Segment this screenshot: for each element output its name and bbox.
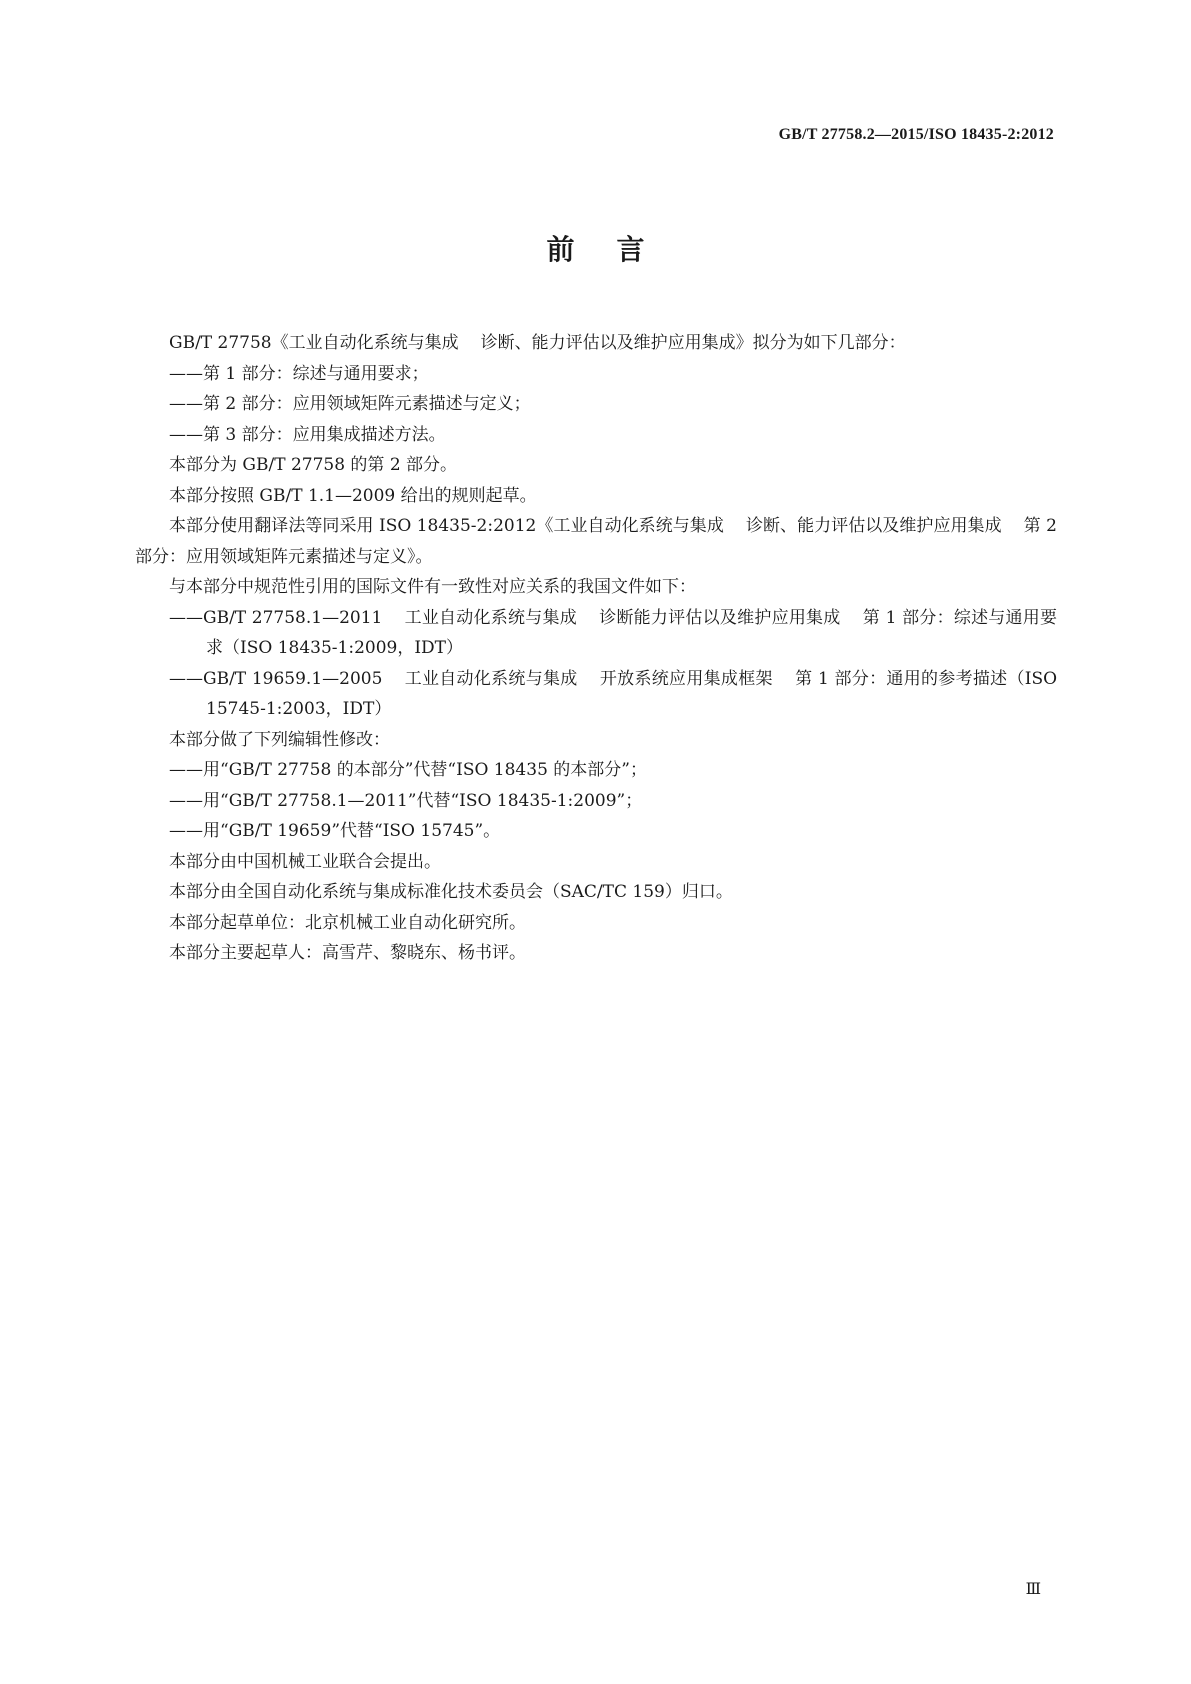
intro-prefix: GB/T 27758《工业自动化系统与集成	[169, 333, 459, 353]
editorial-change-item: ——用“GB/T 19659”代替“ISO 15745”。	[169, 821, 501, 841]
intro-suffix: 诊断、能力评估以及维护应用集成》拟分为如下几部分：	[480, 333, 906, 353]
doc-code: ——GB/T 19659.1—2005	[169, 668, 383, 689]
standard-number-header: GB/T 27758.2—2015/ISO 18435-2:2012	[778, 126, 1054, 143]
translation-seg2: 诊断、能力评估以及维护应用集成	[745, 516, 1002, 536]
drafters-statement: 本部分主要起草人：高雪芹、黎晓东、杨书评。	[169, 943, 526, 963]
page-title: 前言	[546, 233, 687, 266]
drafting-unit-statement: 本部分起草单位：北京机械工业自动化研究所。	[169, 912, 526, 933]
editorial-change-item: ——用“GB/T 27758.1—2011”代替“ISO 18435-1:2009”；	[169, 790, 643, 811]
drafting-rules: 本部分按照 GB/T 1.1—2009 给出的规则起草。	[169, 485, 537, 506]
editorial-intro: 本部分做了下列编辑性修改：	[169, 729, 390, 750]
part-statement: 本部分为 GB/T 27758 的第 2 部分。	[169, 455, 458, 475]
intro-paragraph	[135, 328, 1057, 359]
doc-part: 第 1 部分：通用的参考描述（ISO 15745-1:2003，IDT）	[206, 668, 1058, 719]
part-list-item: ——第 2 部分：应用领域矩阵元素描述与定义；	[169, 394, 531, 414]
translation-seg3: 第 2 部分：应用领域矩阵元素描述与定义》。	[135, 516, 1057, 567]
doc-topic: 诊断能力评估以及维护应用集成	[598, 607, 841, 628]
editorial-change-item: ——用“GB/T 27758 的本部分”代替“ISO 18435 的本部分”；	[169, 760, 647, 780]
translation-paragraph	[135, 511, 1057, 572]
page-number: Ⅲ	[1025, 1581, 1041, 1598]
correspondence-intro: 与本部分中规范性引用的国际文件有一致性对应关系的我国文件如下：	[169, 577, 696, 597]
doc-name: 工业自动化系统与集成	[404, 607, 577, 628]
corresponding-doc-item	[135, 603, 1057, 664]
doc-topic: 开放系统应用集成框架	[599, 668, 773, 689]
doc-name: 工业自动化系统与集成	[404, 668, 578, 689]
doc-code: ——GB/T 27758.1—2011	[169, 607, 383, 628]
part-list-item: ——第 3 部分：应用集成描述方法。	[169, 424, 446, 445]
part-list-item: ——第 1 部分：综述与通用要求；	[169, 363, 429, 384]
doc-part: 第 1 部分：综述与通用要求（ISO 18435-1:2009，IDT）	[206, 607, 1058, 658]
translation-seg1: 本部分使用翻译法等同采用 ISO 18435-2:2012《工业自动化系统与集成	[169, 516, 724, 536]
corresponding-doc-item	[135, 664, 1057, 725]
proposer-statement: 本部分由中国机械工业联合会提出。	[169, 851, 441, 872]
committee-statement: 本部分由全国自动化系统与集成标准化技术委员会（SAC/TC 159）归口。	[169, 882, 733, 902]
foreword-body	[135, 328, 1057, 969]
